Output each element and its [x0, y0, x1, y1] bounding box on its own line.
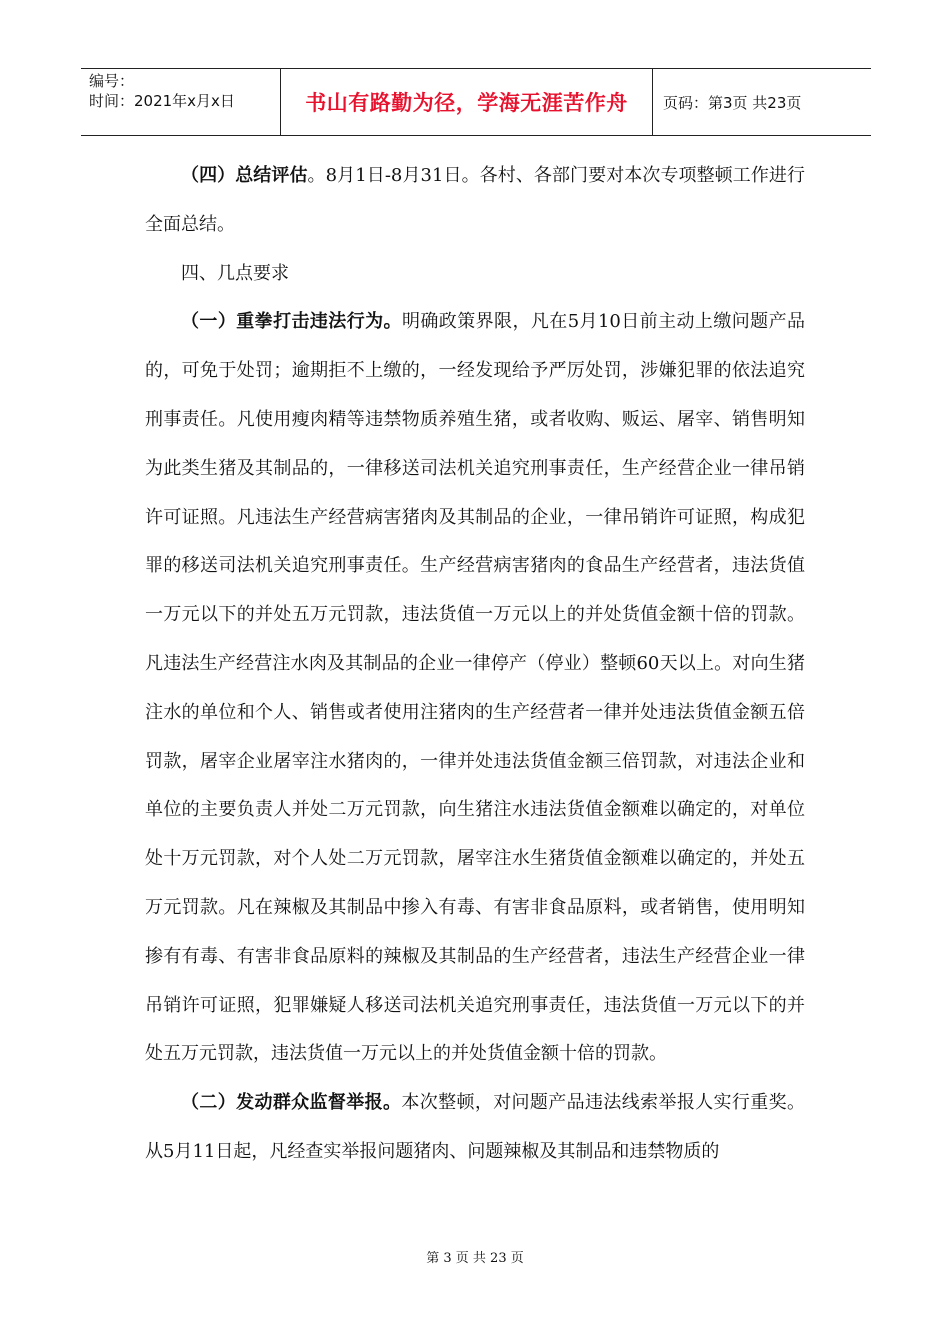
paragraph-supervision-heading: （二）发动群众监督举报。: [181, 1092, 402, 1114]
paragraph-supervision-text: 本次整顿，对问题产品违法线索举报人实行重奖。从5月11日起，凡经查实举报问题猪肉、问题辣椒及其制品和违禁物质的: [145, 1092, 806, 1162]
paragraph-crackdown-heading: （一）重拳打击违法行为。: [181, 311, 402, 333]
paragraph-supervision: [145, 1079, 805, 1177]
paragraph-summary-heading: （四）总结评估: [181, 165, 308, 186]
header-meta: [81, 69, 281, 135]
page-footer: 第 3 页 共 23 页: [426, 1251, 524, 1266]
section-heading-requirements: 四、几点要求: [181, 262, 289, 284]
document-number-label: 编号：: [89, 72, 135, 90]
header-page-info: 页码：第3页 共23页: [663, 93, 802, 112]
paragraph-crackdown-text: 明确政策界限，凡在5月10日前主动上缴问题产品的，可免于处罚；逾期拒不上缴的，一经发现给予严厉处罚，涉嫌犯罪的依法追究刑事责任。凡使用瘦肉精等违禁物质养殖生猪，或者收购、贩运、屠宰、销售明知为此类生猪及其制品的，一律移送司法机关追究刑事责任，生产经营企业一律吊销许可证照。凡违法生产经营病害猪肉及其制品的企业，一律吊销许可证照，构成犯罪的移送司法机关追究刑事责任。生产经营病害猪肉的食品生产经营者，违法货值一万元以下的并处五万元罚款，违法货值一万元以上的并处货值金额十倍的罚款。凡违法生产经营注水肉及其制品的企业一律停产（停业）整顿60天以上。对向生猪注水的单位和个人、销售或者使用注猪肉的生产经营者一律并处违法货值金额五倍罚款，屠宰企业屠宰注水猪肉的，一律并处违法货值金额三倍罚款，对违法企业和单位的主要负责人并处二万元罚款，向生猪注水违法货值金额难以确定的，对单位处十万元罚款，对个人处二万元罚款，屠宰注水生猪货值金额难以确定的，并处五万元罚款。凡在辣椒及其制品中掺入有毒、有害非食品原料，或者销售，使用明知掺有有毒、有害非食品原料的辣椒及其制品的生产经营者，违法生产经营企业一律吊销许可证照，犯罪嫌疑人移送司法机关追究刑事责任，违法货值一万元以下的并处五万元罚款，违法货值一万元以上的并处货值金额十倍的罚款。: [145, 311, 806, 1065]
paragraph-crackdown: [145, 298, 805, 1079]
page-header: [81, 68, 871, 136]
document-body: [145, 152, 805, 1177]
header-motto: 书山有路勤为径，学海无涯苦作舟: [281, 69, 653, 135]
paragraph-summary: [145, 152, 805, 250]
document-time-label: 时间：2021年x月x日: [89, 92, 235, 110]
paragraph-summary-text: 。8月1日-8月31日。各村、各部门要对本次专项整顿工作进行全面总结。: [145, 165, 805, 235]
